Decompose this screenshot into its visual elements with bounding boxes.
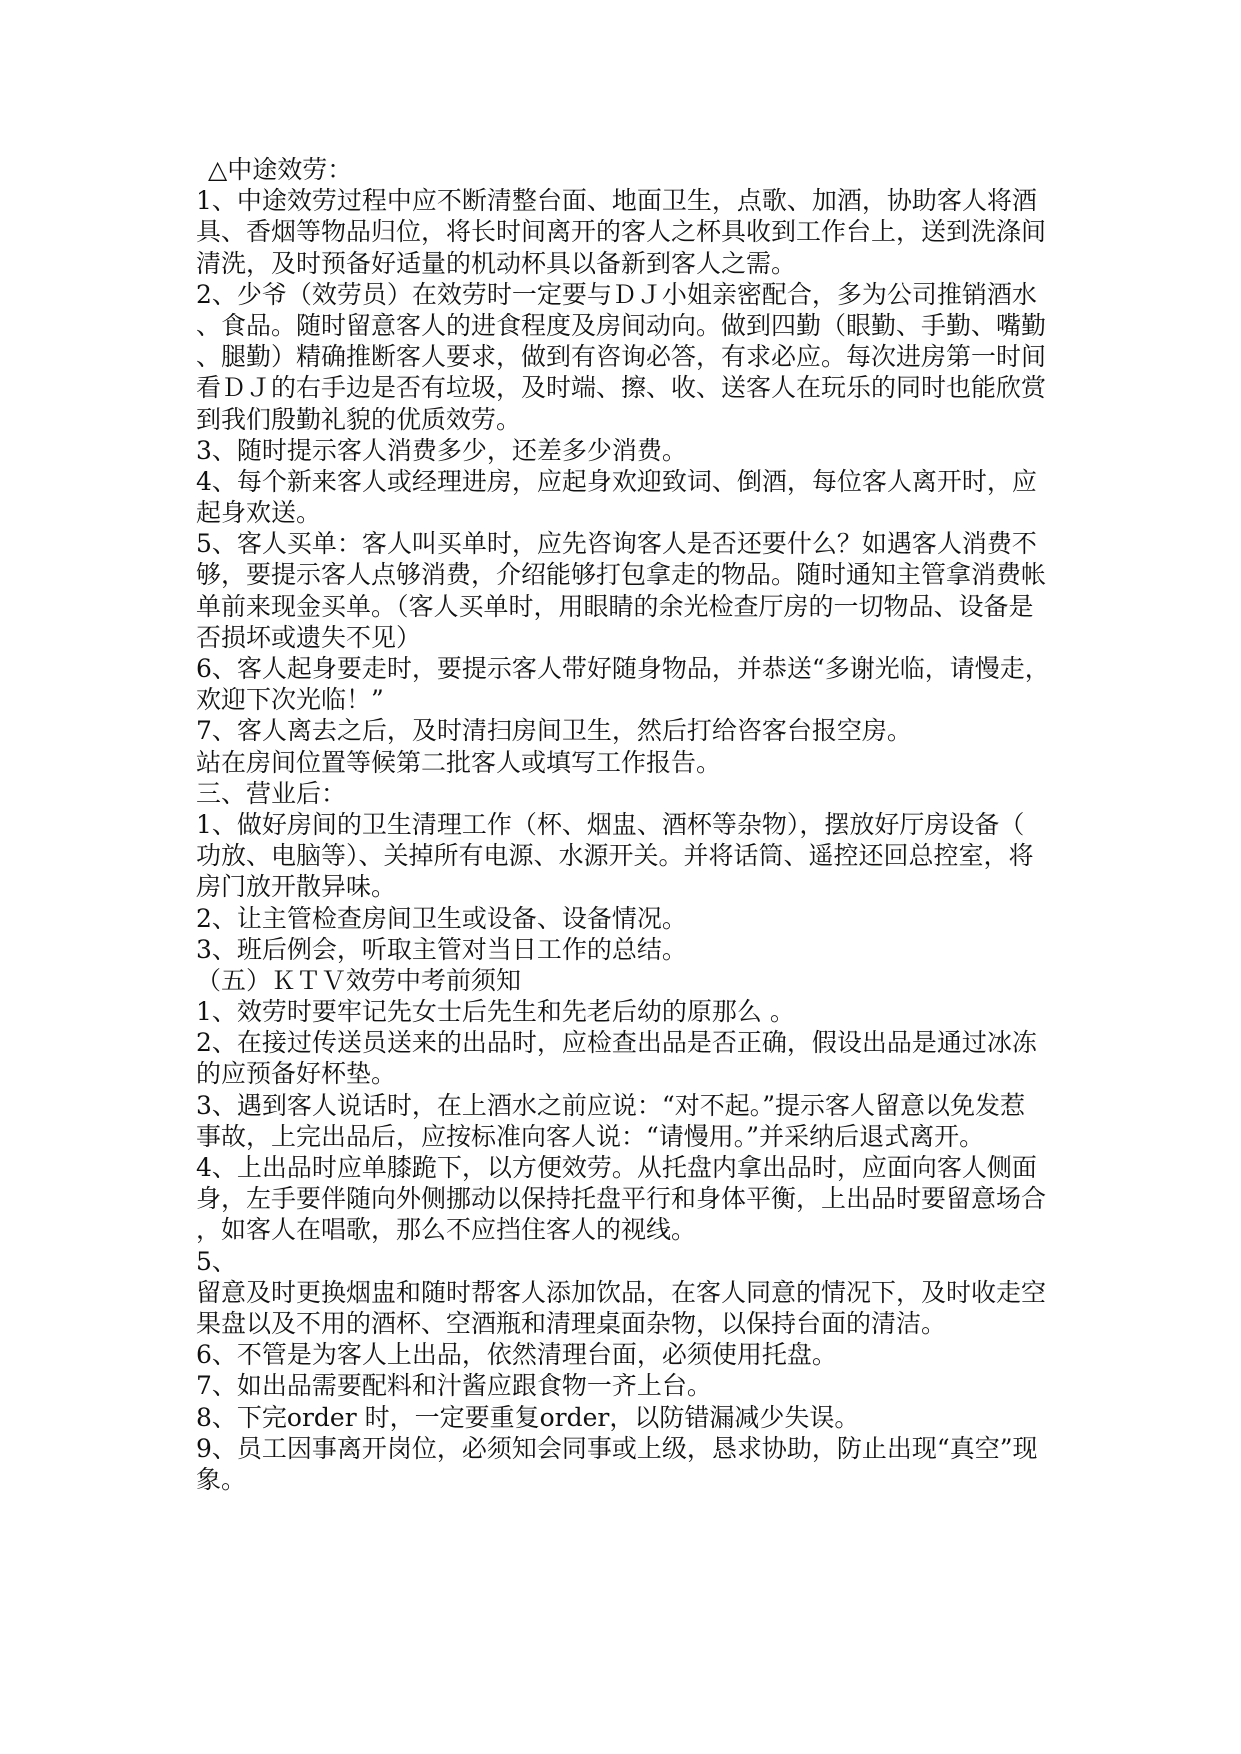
text-line: 6、客人起身要走时，要提示客人带好随身物品，并恭送“多谢光临，请慢走， [196, 654, 1050, 683]
text-line: 3、遇到客人说话时，在上酒水之前应说：“对不起。”提示客人留意以免发惹 [196, 1090, 1025, 1120]
text-line: 否损坏或遗失不见） [196, 622, 422, 652]
text-line: 单前来现金买单。（客人买单时，用眼睛的余光检查厅房的一切物品、设备是 [196, 591, 1034, 621]
text-line: 8、下完order 时，一定要重复order，以防错漏减少失误。 [196, 1402, 860, 1432]
text-line: 4、上出品时应单膝跪下，以方便效劳。从托盘内拿出品时，应面向客人侧面 [196, 1153, 1037, 1182]
document-body [196, 154, 1064, 1495]
text-line: 的应预备好杯垫。 [196, 1059, 397, 1089]
text-line: 果盘以及不用的酒杯、空酒瓶和清理桌面杂物，以保持台面的清洁。 [196, 1308, 947, 1338]
text-line: 起身欢送。 [196, 498, 322, 528]
text-line: 留意及时更换烟盅和随时帮客人添加饮品，在客人同意的情况下，及时收走空 [196, 1277, 1047, 1307]
text-line: 具、香烟等物品归位，将长时间离开的客人之杯具收到工作台上，送到洗涤间 [196, 217, 1047, 247]
text-line: 5、客人买单：客人叫买单时，应先咨询客人是否还要什么？如遇客人消费不 [196, 529, 1037, 559]
text-line: 站在房间位置等候第二批客人或填写工作报告。 [196, 747, 722, 777]
text-line: 3、随时提示客人消费多少，还差多少消费。 [196, 435, 687, 465]
text-line: 、腿勤）精确推断客人要求，做到有咨询必答，有求必应。每次进房第一时间 [196, 342, 1047, 372]
text-line: 事故，上完出品后，应按标准向客人说：“请慢用。”并采纳后退式离开。 [196, 1121, 985, 1151]
text-line: 、食品。随时留意客人的进食程度及房间动向。做到四勤（眼勤、手勤、嘴勤 [196, 310, 1047, 340]
text-line: 1、中途效劳过程中应不断清整台面、地面卫生，点歌、加酒，协助客人将酒 [196, 186, 1037, 216]
text-line: 2、在接过传送员送来的出品时，应检查出品是否正确，假设出品是通过冰冻 [196, 1028, 1037, 1058]
text-line: 1、效劳时要牢记先女士后先生和先老后幼的原那么 。 [196, 997, 795, 1027]
text-line: 7、如出品需要配料和汁酱应跟食物一齐上台。 [196, 1371, 712, 1401]
text-line: （五）ＫＴＶ效劳中考前须知 [196, 965, 522, 995]
text-line: 欢迎下次光临！” [196, 685, 384, 715]
text-line: △中途效劳： [208, 155, 353, 184]
text-line: 4、每个新来客人或经理进房，应起身欢迎致词、倒酒，每位客人离开时，应 [196, 466, 1037, 496]
text-line: 3、班后例会，听取主管对当日工作的总结。 [196, 934, 687, 964]
text-line: 看ＤＪ的右手边是否有垃圾，及时端、擦、收、送客人在玩乐的同时也能欣赏 [196, 373, 1047, 403]
text-line: 象。 [196, 1464, 247, 1494]
text-line: 5、 [196, 1246, 237, 1276]
text-line: 清洗，及时预备好适量的机动杯具以备新到客人之需。 [196, 248, 797, 278]
text-line: 1、做好房间的卫生清理工作（杯、烟盅、酒杯等杂物），摆放好厅房设备（ [196, 809, 1025, 839]
text-line: 6、不管是为客人上出品，依然清理台面，必须使用托盘。 [196, 1340, 837, 1370]
text-line: 7、客人离去之后，及时清扫房间卫生，然后打给咨客台报空房。 [196, 716, 912, 746]
text-line: 房门放开散异味。 [196, 872, 397, 902]
text-line: 身，左手要伴随向外侧挪动以保持托盘平行和身体平衡，上出品时要留意场合 [196, 1184, 1047, 1214]
text-line: 功放、电脑等）、关掉所有电源、水源开关。并将话筒、遥控还回总控室，将 [196, 841, 1034, 871]
text-line: 9、员工因事离开岗位，必须知会同事或上级，恳求协助，防止出现“真空”现 [196, 1433, 1038, 1463]
text-line: 到我们殷勤礼貌的优质效劳。 [196, 404, 522, 434]
text-line: 够，要提示客人点够消费，介绍能够打包拿走的物品。随时通知主管拿消费帐 [196, 560, 1047, 590]
text-line: 三、营业后： [196, 778, 347, 808]
text-line: 2、少爷（效劳员）在效劳时一定要与ＤＪ小姐亲密配合，多为公司推销酒水 [196, 279, 1037, 309]
text-line: ，如客人在唱歌，那么不应挡住客人的视线。 [196, 1215, 697, 1245]
text-line: 2、让主管检查房间卫生或设备、设备情况。 [196, 903, 687, 933]
